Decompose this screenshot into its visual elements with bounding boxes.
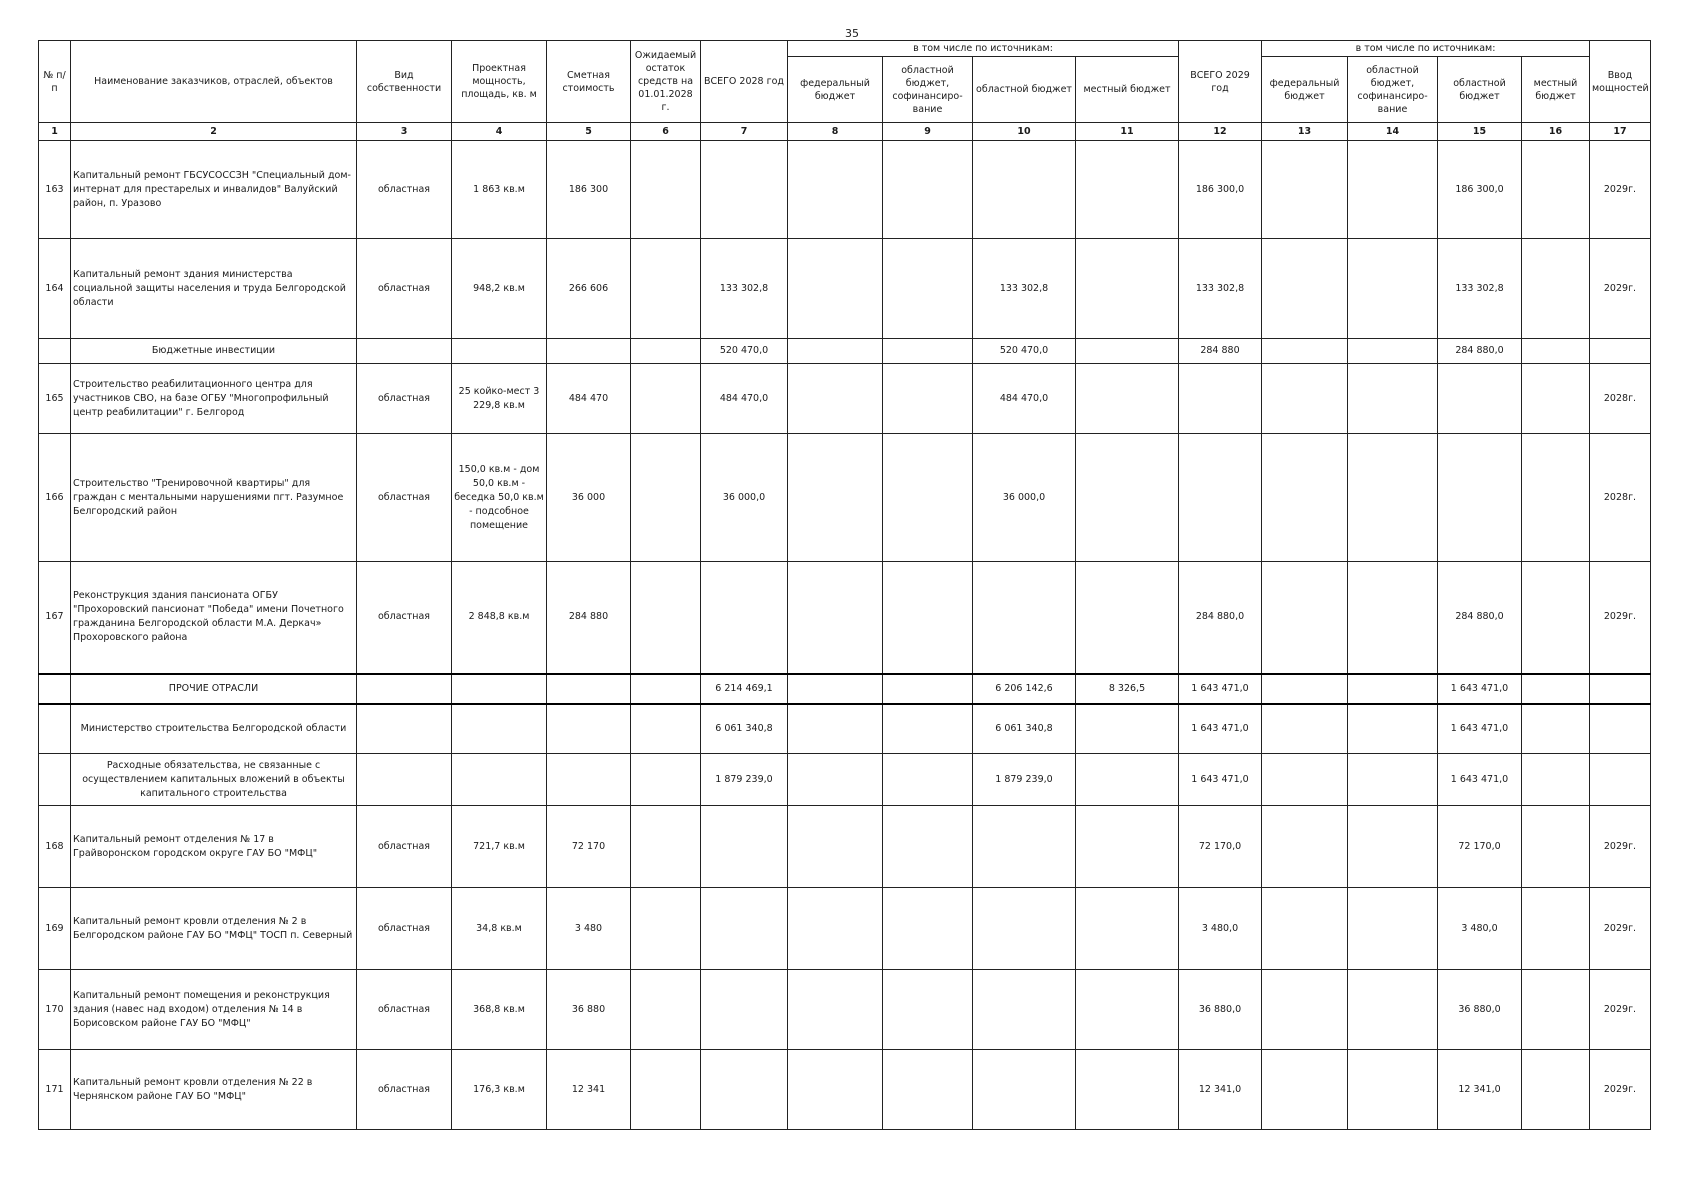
local-2028-cell: 8 326,5 [1076,674,1179,704]
federal-2029-cell [1262,674,1348,704]
total-2028-cell: 36 000,0 [701,434,788,562]
remainder-cell [631,754,701,806]
federal-2028-cell [788,434,883,562]
local-2028-cell [1076,1050,1179,1130]
row-number [39,339,71,364]
total-2028-cell: 133 302,8 [701,239,788,339]
commissioning-cell [1590,704,1651,754]
commissioning-cell [1590,674,1651,704]
commissioning-cell [1590,754,1651,806]
regional-2028-cell: 36 000,0 [973,434,1076,562]
regional-2028-cell: 6 206 142,6 [973,674,1076,704]
estimate-cell: 484 470 [547,364,631,434]
federal-2028-cell [788,806,883,888]
estimate-cell: 72 170 [547,806,631,888]
column-number: 16 [1522,123,1590,141]
total-2029-cell: 1 643 471,0 [1179,674,1262,704]
regional-2028-cell [973,888,1076,970]
federal-2029-cell [1262,141,1348,239]
regional-2028-cell [973,141,1076,239]
regional-2029-cell: 1 643 471,0 [1438,754,1522,806]
header-local-2029: местный бюджет [1522,57,1590,123]
local-2028-cell [1076,364,1179,434]
row-number: 169 [39,888,71,970]
total-2029-cell: 133 302,8 [1179,239,1262,339]
cofinancing-2029-cell [1348,434,1438,562]
federal-2028-cell [788,888,883,970]
column-number: 4 [452,123,547,141]
remainder-cell [631,239,701,339]
total-2028-cell [701,562,788,674]
federal-2029-cell [1262,339,1348,364]
cofinancing-2028-cell [883,364,973,434]
estimate-cell: 3 480 [547,888,631,970]
cofinancing-2028-cell [883,1050,973,1130]
local-2029-cell [1522,339,1590,364]
cofinancing-2029-cell [1348,754,1438,806]
cofinancing-2028-cell [883,704,973,754]
estimate-cell [547,339,631,364]
cofinancing-2028-cell [883,141,973,239]
local-2029-cell [1522,674,1590,704]
object-name: Капитальный ремонт кровли отделения № 2 в Белгородском районе ГАУ БО "МФЦ" ТОСП п. Северный [71,888,357,970]
row-number: 166 [39,434,71,562]
cofinancing-2028-cell [883,754,973,806]
regional-2028-cell [973,806,1076,888]
ownership-cell [357,339,452,364]
row-number [39,674,71,704]
ownership-cell: областная [357,970,452,1050]
total-2029-cell: 36 880,0 [1179,970,1262,1050]
cofinancing-2029-cell [1348,888,1438,970]
remainder-cell [631,141,701,239]
cofinancing-2029-cell [1348,364,1438,434]
federal-2029-cell [1262,239,1348,339]
total-2029-cell: 72 170,0 [1179,806,1262,888]
total-2028-cell [701,141,788,239]
object-name: Бюджетные инвестиции [71,339,357,364]
federal-2028-cell [788,339,883,364]
header-capacity: Проектная мощность, площадь, кв. м [452,41,547,123]
federal-2029-cell [1262,754,1348,806]
cofinancing-2029-cell [1348,970,1438,1050]
federal-2029-cell [1262,704,1348,754]
local-2028-cell [1076,754,1179,806]
commissioning-cell: 2028г. [1590,434,1651,562]
ownership-cell: областная [357,239,452,339]
estimate-cell: 266 606 [547,239,631,339]
commissioning-cell: 2029г. [1590,562,1651,674]
estimate-cell [547,754,631,806]
column-number: 13 [1262,123,1348,141]
estimate-cell [547,674,631,704]
table-row-section-total [39,674,1651,704]
regional-2029-cell: 284 880,0 [1438,562,1522,674]
total-2028-cell: 484 470,0 [701,364,788,434]
table-row [39,1050,1651,1130]
remainder-cell [631,1050,701,1130]
regional-2029-cell: 133 302,8 [1438,239,1522,339]
regional-2028-cell [973,970,1076,1050]
row-number: 171 [39,1050,71,1130]
ownership-cell [357,704,452,754]
cofinancing-2029-cell [1348,562,1438,674]
federal-2029-cell [1262,434,1348,562]
regional-2029-cell: 36 880,0 [1438,970,1522,1050]
capacity-cell: 25 койко-мест 3 229,8 кв.м [452,364,547,434]
capacity-cell: 721,7 кв.м [452,806,547,888]
capacity-cell: 948,2 кв.м [452,239,547,339]
local-2029-cell [1522,239,1590,339]
cofinancing-2028-cell [883,239,973,339]
local-2029-cell [1522,1050,1590,1130]
local-2029-cell [1522,970,1590,1050]
regional-2028-cell [973,1050,1076,1130]
cofinancing-2029-cell [1348,1050,1438,1130]
header-remainder: Ожидаемый остаток средств на 01.01.2028 г. [631,41,701,123]
federal-2028-cell [788,1050,883,1130]
capacity-cell: 2 848,8 кв.м [452,562,547,674]
ownership-cell: областная [357,1050,452,1130]
object-name: Расходные обязательства, не связанные с осуществлением капитальных вложений в объекты капитального строительства [71,754,357,806]
regional-2029-cell: 72 170,0 [1438,806,1522,888]
row-number: 165 [39,364,71,434]
column-number: 9 [883,123,973,141]
object-name: Капитальный ремонт помещения и реконструкция здания (навес над входом) отделения № 14 в Борисовском районе ГАУ БО "МФЦ" [71,970,357,1050]
remainder-cell [631,704,701,754]
federal-2028-cell [788,562,883,674]
object-name: Капитальный ремонт ГБСУСОССЗН "Специальный дом-интернат для престарелых и инвалидов" Валуйский район, п. Уразово [71,141,357,239]
total-2029-cell: 1 643 471,0 [1179,754,1262,806]
ownership-cell: областная [357,562,452,674]
total-2029-cell: 12 341,0 [1179,1050,1262,1130]
regional-2029-cell: 12 341,0 [1438,1050,1522,1130]
column-number: 1 [39,123,71,141]
total-2028-cell: 6 214 469,1 [701,674,788,704]
local-2028-cell [1076,888,1179,970]
header-estimate: Сметная стоимость [547,41,631,123]
row-number: 167 [39,562,71,674]
federal-2029-cell [1262,1050,1348,1130]
table-header [39,41,1651,141]
federal-2028-cell [788,364,883,434]
table-row [39,239,1651,339]
capacity-cell: 368,8 кв.м [452,970,547,1050]
object-name: Реконструкция здания пансионата ОГБУ "Прохоровский пансионат "Победа" имени Почетного гражданина Белгородской области М.А. Деркач» Прохоровского района [71,562,357,674]
object-name: Строительство реабилитационного центра для участников СВО, на базе ОГБУ "Многопрофильный центр реабилитации" г. Белгород [71,364,357,434]
regional-2028-cell: 6 061 340,8 [973,704,1076,754]
local-2029-cell [1522,754,1590,806]
commissioning-cell: 2029г. [1590,239,1651,339]
regional-2029-cell [1438,364,1522,434]
total-2028-cell [701,888,788,970]
object-name: Министерство строительства Белгородской области [71,704,357,754]
object-name: Строительство "Тренировочной квартиры" для граждан с ментальными нарушениями пгт. Разумное Белгородский район [71,434,357,562]
local-2028-cell [1076,141,1179,239]
remainder-cell [631,970,701,1050]
cofinancing-2029-cell [1348,806,1438,888]
federal-2028-cell [788,141,883,239]
local-2028-cell [1076,339,1179,364]
table-row [39,806,1651,888]
column-number: 7 [701,123,788,141]
regional-2029-cell: 284 880,0 [1438,339,1522,364]
remainder-cell [631,806,701,888]
total-2029-cell: 1 643 471,0 [1179,704,1262,754]
estimate-cell: 12 341 [547,1050,631,1130]
table-body [39,141,1651,1130]
column-numbers-row [39,123,1651,141]
local-2029-cell [1522,806,1590,888]
total-2028-cell: 1 879 239,0 [701,754,788,806]
local-2029-cell [1522,141,1590,239]
capacity-cell: 176,3 кв.м [452,1050,547,1130]
ownership-cell: областная [357,141,452,239]
object-name: Капитальный ремонт кровли отделения № 22 в Чернянском районе ГАУ БО "МФЦ" [71,1050,357,1130]
row-number: 163 [39,141,71,239]
header-federal-2029: федеральный бюджет [1262,57,1348,123]
total-2029-cell: 284 880,0 [1179,562,1262,674]
header-regional-2029: областной бюджет [1438,57,1522,123]
estimate-cell: 186 300 [547,141,631,239]
header-total-2029: ВСЕГО 2029 год [1179,41,1262,123]
remainder-cell [631,674,701,704]
table-row-subtotal [39,754,1651,806]
column-number: 11 [1076,123,1179,141]
cofinancing-2028-cell [883,806,973,888]
column-number: 15 [1438,123,1522,141]
regional-2029-cell [1438,434,1522,562]
header-federal-2028: федеральный бюджет [788,57,883,123]
estimate-cell: 284 880 [547,562,631,674]
commissioning-cell: 2028г. [1590,364,1651,434]
regional-2029-cell: 3 480,0 [1438,888,1522,970]
cofinancing-2028-cell [883,970,973,1050]
total-2029-cell: 186 300,0 [1179,141,1262,239]
federal-2028-cell [788,674,883,704]
total-2029-cell [1179,364,1262,434]
federal-2029-cell [1262,806,1348,888]
local-2028-cell [1076,434,1179,562]
federal-2029-cell [1262,562,1348,674]
total-2028-cell: 6 061 340,8 [701,704,788,754]
regional-2028-cell: 520 470,0 [973,339,1076,364]
estimate-cell: 36 000 [547,434,631,562]
federal-2028-cell [788,970,883,1050]
row-number: 170 [39,970,71,1050]
column-number: 5 [547,123,631,141]
object-name: Капитальный ремонт здания министерства социальной защиты населения и труда Белгородской области [71,239,357,339]
ownership-cell [357,754,452,806]
total-2029-cell [1179,434,1262,562]
remainder-cell [631,562,701,674]
cofinancing-2028-cell [883,434,973,562]
cofinancing-2028-cell [883,674,973,704]
remainder-cell [631,888,701,970]
row-number: 168 [39,806,71,888]
ownership-cell: областная [357,434,452,562]
ownership-cell [357,674,452,704]
total-2028-cell [701,806,788,888]
header-sources-2028: в том числе по источникам: [788,41,1179,57]
remainder-cell [631,339,701,364]
cofinancing-2029-cell [1348,674,1438,704]
federal-2029-cell [1262,364,1348,434]
column-number: 3 [357,123,452,141]
commissioning-cell: 2029г. [1590,888,1651,970]
table-row-subtotal [39,339,1651,364]
local-2028-cell [1076,704,1179,754]
remainder-cell [631,364,701,434]
total-2028-cell [701,970,788,1050]
header-cofinancing-2028: областной бюджет, софинансиро-вание [883,57,973,123]
total-2028-cell: 520 470,0 [701,339,788,364]
object-name: Капитальный ремонт отделения № 17 в Грайворонском городском округе ГАУ БО "МФЦ" [71,806,357,888]
regional-2028-cell: 1 879 239,0 [973,754,1076,806]
regional-2029-cell: 1 643 471,0 [1438,674,1522,704]
table-row [39,364,1651,434]
capacity-cell [452,754,547,806]
cofinancing-2029-cell [1348,141,1438,239]
column-number: 17 [1590,123,1651,141]
column-number: 10 [973,123,1076,141]
object-name: ПРОЧИЕ ОТРАСЛИ [71,674,357,704]
local-2028-cell [1076,239,1179,339]
commissioning-cell [1590,339,1651,364]
header-name: Наименование заказчиков, отраслей, объектов [71,41,357,123]
federal-2028-cell [788,239,883,339]
local-2028-cell [1076,562,1179,674]
remainder-cell [631,434,701,562]
federal-2029-cell [1262,888,1348,970]
local-2028-cell [1076,970,1179,1050]
table-row [39,434,1651,562]
row-number: 164 [39,239,71,339]
ownership-cell: областная [357,364,452,434]
capacity-cell: 150,0 кв.м - дом 50,0 кв.м - беседка 50,0 кв.м - подсобное помещение [452,434,547,562]
cofinancing-2028-cell [883,888,973,970]
federal-2029-cell [1262,970,1348,1050]
row-number [39,754,71,806]
local-2029-cell [1522,704,1590,754]
header-total-2028: ВСЕГО 2028 год [701,41,788,123]
header-number: № п/п [39,41,71,123]
budget-table [38,40,1651,1130]
commissioning-cell: 2029г. [1590,141,1651,239]
cofinancing-2028-cell [883,339,973,364]
header-ownership: Вид собственности [357,41,452,123]
federal-2028-cell [788,754,883,806]
cofinancing-2029-cell [1348,704,1438,754]
header-regional-2028: областной бюджет [973,57,1076,123]
regional-2028-cell: 484 470,0 [973,364,1076,434]
total-2029-cell: 3 480,0 [1179,888,1262,970]
ownership-cell: областная [357,806,452,888]
commissioning-cell: 2029г. [1590,970,1651,1050]
column-number: 14 [1348,123,1438,141]
regional-2029-cell: 1 643 471,0 [1438,704,1522,754]
local-2029-cell [1522,888,1590,970]
cofinancing-2029-cell [1348,339,1438,364]
total-2028-cell [701,1050,788,1130]
capacity-cell [452,674,547,704]
header-commissioning: Ввод мощностей [1590,41,1651,123]
header-sources-2029: в том числе по источникам: [1262,41,1590,57]
table-row [39,562,1651,674]
commissioning-cell: 2029г. [1590,806,1651,888]
commissioning-cell: 2029г. [1590,1050,1651,1130]
local-2029-cell [1522,364,1590,434]
local-2028-cell [1076,806,1179,888]
ownership-cell: областная [357,888,452,970]
column-number: 12 [1179,123,1262,141]
capacity-cell [452,339,547,364]
page-number: 35 [845,27,859,40]
federal-2028-cell [788,704,883,754]
total-2029-cell: 284 880 [1179,339,1262,364]
local-2029-cell [1522,562,1590,674]
capacity-cell: 34,8 кв.м [452,888,547,970]
header-cofinancing-2029: областной бюджет, софинансиро-вание [1348,57,1438,123]
cofinancing-2028-cell [883,562,973,674]
column-number: 2 [71,123,357,141]
regional-2029-cell: 186 300,0 [1438,141,1522,239]
table-row [39,970,1651,1050]
estimate-cell: 36 880 [547,970,631,1050]
estimate-cell [547,704,631,754]
regional-2028-cell: 133 302,8 [973,239,1076,339]
table-row-subtotal [39,704,1651,754]
column-number: 6 [631,123,701,141]
local-2029-cell [1522,434,1590,562]
column-number: 8 [788,123,883,141]
row-number [39,704,71,754]
header-local-2028: местный бюджет [1076,57,1179,123]
table-row [39,888,1651,970]
cofinancing-2029-cell [1348,239,1438,339]
capacity-cell [452,704,547,754]
table-row [39,141,1651,239]
regional-2028-cell [973,562,1076,674]
capacity-cell: 1 863 кв.м [452,141,547,239]
